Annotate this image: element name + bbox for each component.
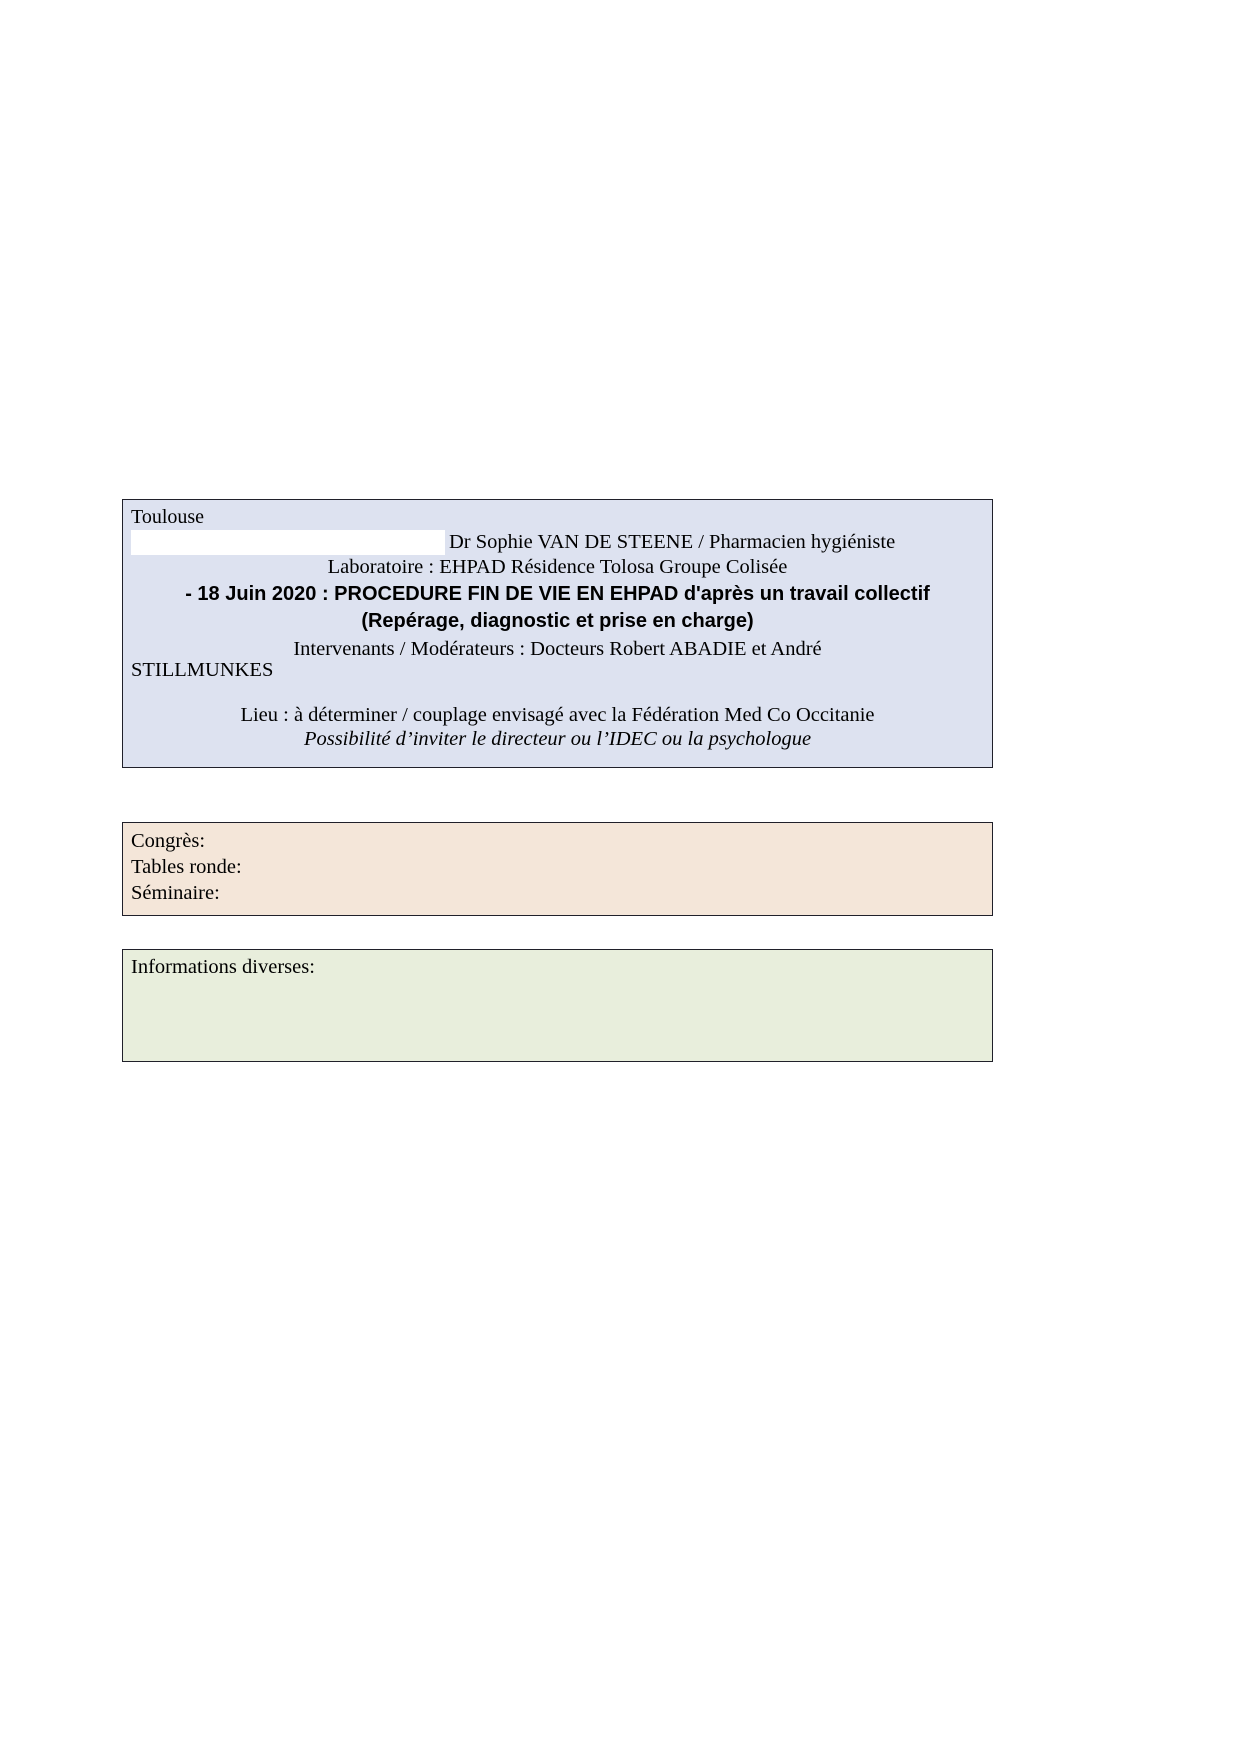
congres-box: [122, 822, 993, 916]
tables-rondes-label: Tables ronde:: [131, 856, 242, 879]
speakers-overflow-line: STILLMUNKES: [131, 659, 274, 681]
event-details-box: [122, 499, 993, 768]
presenter-row: [131, 530, 984, 555]
laboratory-line: Laboratoire : EHPAD Résidence Tolosa Groupe Colisée: [327, 556, 788, 578]
presenter-name: Dr Sophie VAN DE STEENE / Pharmacien hygiéniste: [449, 531, 896, 553]
event-title-line2: (Repérage, diagnostic et prise en charge): [361, 610, 754, 632]
congres-label: Congrès:: [131, 830, 206, 852]
invitation-note: Possibilité d’inviter le directeur ou l’IDEC ou la psychologue: [303, 728, 812, 750]
event-title-line1: - 18 Juin 2020 : PROCEDURE FIN DE VIE EN EHPAD d'après un travail collectif: [185, 583, 930, 605]
informations-diverses-box: [122, 949, 993, 1062]
seminaire-label: Séminaire:: [131, 882, 220, 905]
place-line: Lieu : à déterminer / couplage envisagé avec la Fédération Med Co Occitanie: [240, 704, 875, 726]
speakers-line: Intervenants / Modérateurs : Docteurs Robert ABADIE et André: [293, 638, 822, 660]
blank-redaction-strip: [131, 530, 445, 555]
informations-diverses-label: Informations diverses:: [131, 956, 315, 978]
city-label: Toulouse: [131, 506, 205, 528]
